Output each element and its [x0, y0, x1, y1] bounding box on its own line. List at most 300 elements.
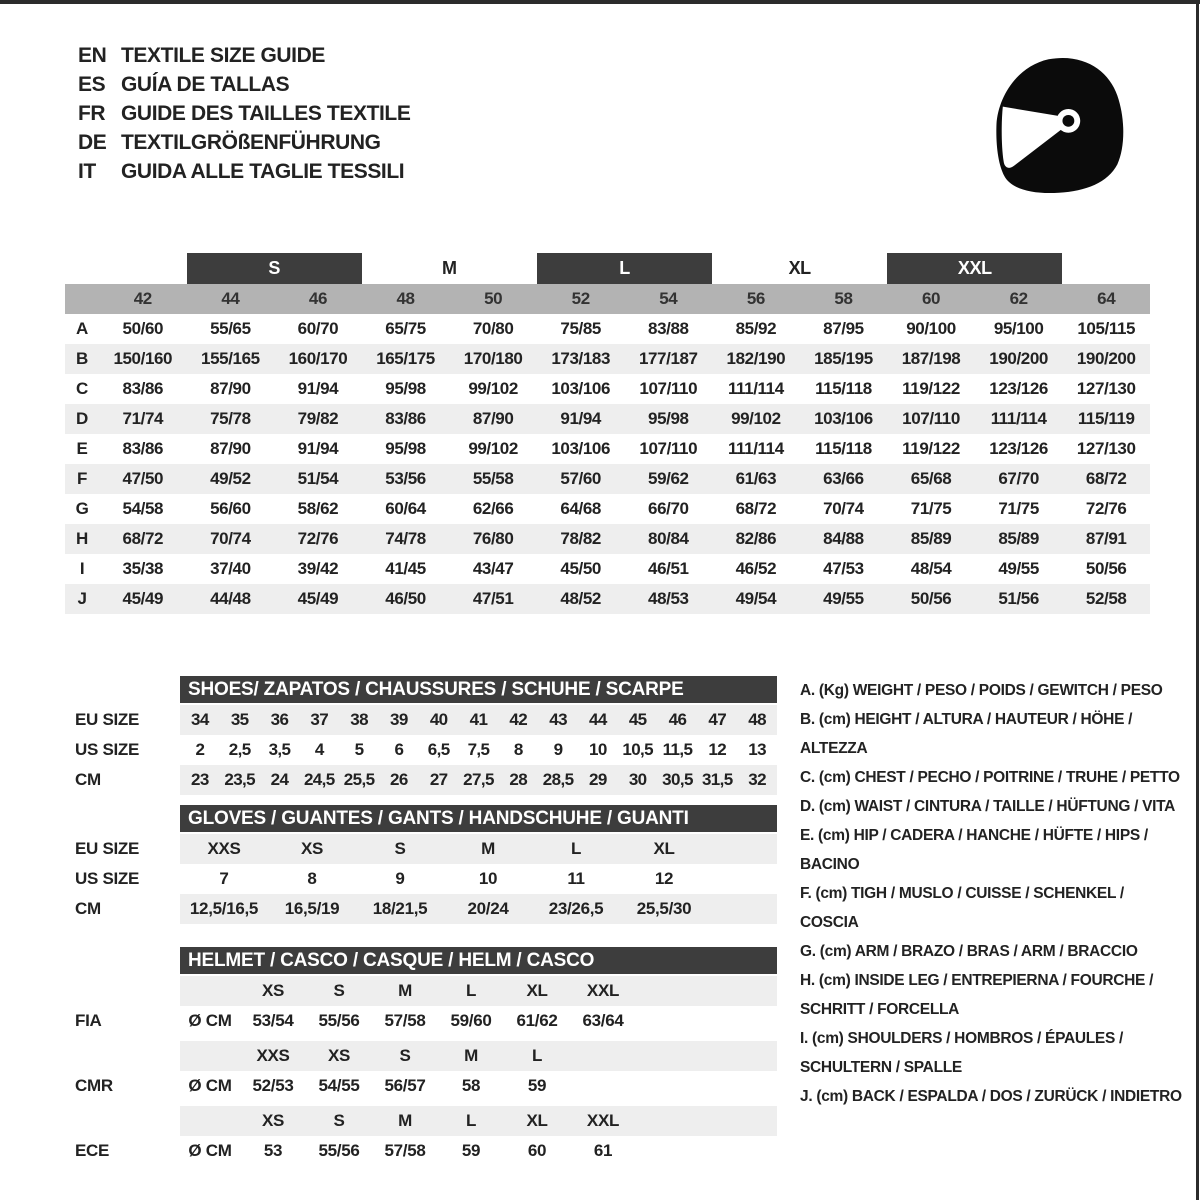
- value-cell: 49/52: [210, 469, 251, 488]
- measure-row-a: [65, 314, 1150, 344]
- value-cell: 20/24: [467, 899, 509, 918]
- row-cells: [180, 1071, 777, 1101]
- value-cell: 83/86: [122, 379, 164, 398]
- value-cell: 53: [263, 1141, 283, 1160]
- row-label-cell: C: [76, 379, 88, 398]
- value-cell: 182/190: [726, 349, 786, 368]
- value-cell: 165/175: [376, 349, 435, 368]
- legend-item-b: B. (cm) HEIGHT / ALTURA / HAUTEUR / HÖHE / ALTEZZA: [800, 711, 1133, 757]
- size-header-cell: 62: [1009, 289, 1028, 308]
- value-cell: 39/42: [297, 559, 339, 578]
- value-cell: 3,5: [268, 740, 291, 759]
- row-label-cell: US SIZE: [75, 740, 140, 759]
- value-cell: 54/55: [318, 1076, 360, 1095]
- size-header-cell: S: [333, 1111, 345, 1130]
- value-cell: 87/91: [1085, 529, 1127, 548]
- value-cell: 63/64: [582, 1011, 624, 1030]
- row-cells: [180, 705, 777, 735]
- value-cell: 53/56: [385, 469, 426, 488]
- value-cell: 66/70: [648, 499, 689, 518]
- value-cell: 46: [668, 710, 687, 729]
- value-cell: XL: [653, 839, 675, 858]
- size-header-cell: 56: [746, 289, 765, 308]
- value-cell: 85/92: [735, 319, 777, 338]
- value-cell: 58: [461, 1076, 481, 1095]
- value-cell: 55/65: [210, 319, 251, 338]
- value-cell: 27,5: [463, 770, 494, 789]
- size-header-cell: L: [465, 981, 477, 1000]
- lang-row-de: [78, 128, 410, 157]
- value-cell: 9: [553, 740, 563, 759]
- measure-row-i: [65, 554, 1150, 584]
- value-cell: 119/122: [902, 439, 960, 458]
- value-cell: 4: [314, 740, 324, 759]
- value-cell: 50/56: [1085, 559, 1127, 578]
- row-label-cell: B: [76, 349, 88, 368]
- value-cell: 43: [549, 710, 567, 729]
- value-cell: 28,5: [542, 770, 574, 789]
- value-cell: 160/170: [288, 349, 348, 368]
- row-label-cell: FIA: [75, 1011, 102, 1030]
- value-cell: 115/118: [815, 379, 872, 398]
- value-cell: 18/21,5: [372, 899, 428, 918]
- lang-code: FR: [78, 101, 106, 125]
- row-label-cell: A: [76, 319, 88, 338]
- value-cell: 8: [307, 869, 317, 888]
- value-cell: 10: [589, 740, 607, 759]
- row-label-cell: G: [75, 499, 89, 518]
- size-header-cell: S: [333, 981, 345, 1000]
- value-cell: 52/53: [252, 1076, 294, 1095]
- legend-item-i: I. (cm) SHOULDERS / HOMBROS / ÉPAULES / SCHULTERN / SPALLE: [800, 1030, 1124, 1076]
- row-label-cell: I: [79, 559, 85, 578]
- row-cells: [180, 1006, 777, 1036]
- lang-title: GUÍA DE TALLAS: [121, 72, 290, 96]
- value-cell: 90/100: [906, 319, 956, 338]
- row-label-cell: [65, 976, 180, 1006]
- value-cell: 6,5: [427, 740, 450, 759]
- size-header-cell: 44: [221, 289, 240, 308]
- row-label-cell: EU SIZE: [75, 839, 140, 858]
- value-cell: 103/106: [551, 379, 611, 398]
- value-cell: 48: [748, 710, 766, 729]
- value-cell: 52/58: [1085, 589, 1127, 608]
- value-cell: 24: [270, 770, 289, 789]
- size-header-cell: 50: [484, 289, 503, 308]
- value-cell: 70/74: [210, 529, 251, 548]
- size-header-cell: XXL: [586, 981, 620, 1000]
- value-cell: 40: [429, 710, 448, 729]
- value-cell: 95/98: [385, 439, 426, 458]
- measure-row-g: [65, 494, 1150, 524]
- row-label-cell: [65, 1106, 180, 1136]
- row-cells: [180, 735, 777, 765]
- value-cell: 190/200: [1076, 349, 1136, 368]
- value-cell: 10,5: [622, 740, 654, 759]
- sub-row-cm: [65, 894, 777, 924]
- legend-item-a: A. (Kg) WEIGHT / PESO / POIDS / GEWITCH / PESO: [800, 682, 1163, 699]
- numeric-size-header-row: [65, 284, 1150, 314]
- value-cell: 57/58: [384, 1011, 426, 1030]
- value-cell: 59: [527, 1076, 547, 1095]
- size-group-spacer: [65, 253, 187, 284]
- value-cell: 67/70: [998, 469, 1039, 488]
- right-border-line: [1196, 0, 1199, 1200]
- value-cell: 2,5: [228, 740, 251, 759]
- value-cell: 123/126: [989, 439, 1048, 458]
- value-cell: 51/54: [297, 469, 339, 488]
- lang-title: TEXTILE SIZE GUIDE: [121, 43, 325, 67]
- value-cell: 62/66: [472, 499, 514, 518]
- value-cell: 91/94: [297, 379, 339, 398]
- value-cell: 57/58: [384, 1141, 426, 1160]
- value-cell: 48/52: [560, 589, 601, 608]
- row-label-cell: CM: [75, 770, 101, 789]
- shoes-table: [65, 676, 777, 795]
- lang-title: GUIDE DES TAILLES TEXTILE: [121, 101, 411, 125]
- value-cell: 25,5: [343, 770, 375, 789]
- value-cell: 79/82: [297, 409, 339, 428]
- value-cell: 55/56: [318, 1011, 360, 1030]
- value-cell: 53/54: [252, 1011, 294, 1030]
- value-cell: 47/51: [472, 589, 514, 608]
- size-group-m: M: [442, 258, 457, 278]
- value-cell: 24,5: [303, 770, 335, 789]
- lang-row-en: [78, 41, 410, 70]
- value-cell: 2: [195, 740, 205, 759]
- row-cells: [180, 1041, 777, 1071]
- value-cell: 5: [354, 740, 364, 759]
- row-cells: [180, 765, 777, 795]
- value-cell: 45/49: [297, 589, 339, 608]
- value-cell: 91/94: [560, 409, 601, 428]
- value-cell: 60/70: [297, 319, 339, 338]
- value-cell: 68/72: [122, 529, 164, 548]
- value-cell: 111/114: [727, 439, 784, 458]
- gloves-table: [65, 805, 777, 924]
- value-cell: 55/58: [472, 469, 514, 488]
- value-cell: 87/90: [210, 379, 251, 398]
- legend-item-d: D. (cm) WAIST / CINTURA / TAILLE / HÜFTUNG / VITA: [800, 798, 1176, 815]
- size-header-cell: L: [531, 1046, 543, 1065]
- value-cell: 95/98: [385, 379, 426, 398]
- shoes-table-title: SHOES/ ZAPATOS / CHAUSSURES / SCHUHE / SCARPE: [180, 676, 777, 703]
- lang-code: DE: [78, 130, 107, 154]
- helmet-table-title: HELMET / CASCO / CASQUE / HELM / CASCO: [180, 947, 777, 974]
- value-cell: 7: [219, 869, 229, 888]
- value-cell: 13: [748, 740, 766, 759]
- value-cell: 87/90: [472, 409, 514, 428]
- value-cell: 11,5: [662, 740, 693, 759]
- measure-row-e: [65, 434, 1150, 464]
- legend-item-f: F. (cm) TIGH / MUSLO / CUISSE / SCHENKEL / COSCIA: [800, 885, 1124, 931]
- value-cell: 6: [394, 740, 404, 759]
- row-cells: [180, 1136, 777, 1166]
- value-cell: 185/195: [814, 349, 873, 368]
- value-cell: 61/63: [735, 469, 777, 488]
- top-border-line: [0, 0, 1200, 4]
- value-cell: 39: [390, 710, 408, 729]
- value-cell: S: [394, 839, 406, 858]
- value-cell: 30: [628, 770, 647, 789]
- value-cell: 61/62: [516, 1011, 558, 1030]
- helmet-values-row-cmr: [65, 1071, 777, 1101]
- helmet-table-rows: [65, 976, 777, 1166]
- value-cell: M: [481, 839, 495, 858]
- value-cell: 87/95: [823, 319, 864, 338]
- value-cell: 49/54: [735, 589, 777, 608]
- value-cell: 78/82: [560, 529, 601, 548]
- value-cell: 45: [628, 710, 647, 729]
- helmet-table: [65, 947, 777, 1166]
- language-title-block: [78, 41, 410, 186]
- value-cell: 64/68: [560, 499, 601, 518]
- value-cell: 173/183: [551, 349, 611, 368]
- sub-row-cm: [65, 765, 777, 795]
- size-group-s: S: [187, 253, 362, 284]
- value-cell: 170/180: [463, 349, 523, 368]
- value-cell: 80/84: [648, 529, 689, 548]
- value-cell: 30,5: [662, 770, 693, 789]
- value-cell: 107/110: [639, 439, 698, 458]
- value-cell: 59/60: [450, 1011, 492, 1030]
- row-label-cell: CM: [75, 899, 101, 918]
- row-label-cell: F: [77, 469, 87, 488]
- value-cell: 127/130: [1076, 379, 1136, 398]
- value-cell: 75/78: [210, 409, 251, 428]
- helmet-values-row-fia: [65, 1006, 777, 1036]
- value-cell: 74/78: [385, 529, 426, 548]
- value-cell: 31,5: [701, 770, 733, 789]
- value-cell: 72/76: [297, 529, 339, 548]
- value-cell: 83/88: [648, 319, 689, 338]
- value-cell: 10: [478, 869, 498, 888]
- value-cell: 85/89: [910, 529, 952, 548]
- value-cell: 12: [654, 869, 674, 888]
- size-header-cell: XS: [261, 981, 285, 1000]
- value-cell: 25,5/30: [636, 899, 692, 918]
- measurement-legend: [800, 676, 1184, 1111]
- value-cell: 103/106: [551, 439, 611, 458]
- value-cell: 63/66: [823, 469, 864, 488]
- lang-row-es: [78, 70, 410, 99]
- value-cell: 65/75: [385, 319, 426, 338]
- measure-row-h: [65, 524, 1150, 554]
- legend-item-g: G. (cm) ARM / BRAZO / BRAS / ARM / BRACCIO: [800, 943, 1138, 960]
- value-cell: 49/55: [998, 559, 1039, 578]
- value-cell: 34: [191, 710, 209, 729]
- size-header-cell: XXL: [586, 1111, 620, 1130]
- row-cells: [180, 864, 777, 894]
- value-cell: 99/102: [468, 439, 518, 458]
- value-cell: 45/50: [560, 559, 601, 578]
- value-cell: 12,5/16,5: [189, 899, 259, 918]
- row-label-cell: J: [77, 589, 87, 608]
- legend-item-j: J. (cm) BACK / ESPALDA / DOS / ZURÜCK / INDIETRO: [800, 1088, 1182, 1105]
- lang-row-it: [78, 157, 410, 186]
- size-header-cell: 58: [834, 289, 853, 308]
- value-cell: XXS: [207, 839, 241, 858]
- unit-cell: Ø CM: [188, 1141, 232, 1160]
- value-cell: 59/62: [648, 469, 689, 488]
- row-label-cell: D: [76, 409, 88, 428]
- gloves-table-rows: [65, 834, 777, 924]
- sub-row-us-size: [65, 864, 777, 894]
- value-cell: 72/76: [1085, 499, 1127, 518]
- value-cell: 95/98: [648, 409, 689, 428]
- size-header-cell: M: [398, 981, 412, 1000]
- lang-title: TEXTILGRÖßENFÜHRUNG: [121, 130, 381, 154]
- size-header-cell: XS: [261, 1111, 285, 1130]
- value-cell: 43/47: [472, 559, 514, 578]
- size-header-cell: XS: [327, 1046, 351, 1065]
- value-cell: 190/200: [989, 349, 1048, 368]
- size-header-cell: 60: [921, 289, 941, 308]
- value-cell: 51/56: [998, 589, 1039, 608]
- size-header-cell: XXS: [256, 1046, 290, 1065]
- value-cell: 107/110: [902, 409, 960, 428]
- value-cell: 60/64: [385, 499, 426, 518]
- measure-row-d: [65, 404, 1150, 434]
- legend-item-h: H. (cm) INSIDE LEG / ENTREPIERNA / FOURCHE / SCHRITT / FORCELLA: [800, 972, 1154, 1018]
- value-cell: 35: [230, 710, 249, 729]
- value-cell: L: [570, 839, 582, 858]
- value-cell: 8: [513, 740, 523, 759]
- value-cell: 48/54: [910, 559, 952, 578]
- value-cell: 42: [509, 710, 528, 729]
- value-cell: 155/165: [201, 349, 260, 368]
- value-cell: 83/86: [385, 409, 426, 428]
- lang-code: ES: [78, 72, 106, 96]
- value-cell: 36: [270, 710, 289, 729]
- size-group-spacer: [1062, 253, 1150, 284]
- value-cell: 115/118: [815, 439, 872, 458]
- size-header-cell: XL: [526, 1111, 548, 1130]
- value-cell: 23,5: [224, 770, 256, 789]
- lang-code: EN: [78, 43, 107, 67]
- helmet-values-row-ece: [65, 1136, 777, 1166]
- value-cell: 111/114: [990, 409, 1047, 428]
- row-cells: [180, 1106, 777, 1136]
- value-cell: 50/60: [122, 319, 164, 338]
- value-cell: 187/198: [901, 349, 961, 368]
- value-cell: 29: [589, 770, 607, 789]
- helmet-sizes-row-cmr: [65, 1041, 777, 1071]
- gloves-table-title: GLOVES / GUANTES / GANTS / HANDSCHUHE / GUANTI: [180, 805, 777, 832]
- lang-title: GUIDA ALLE TAGLIE TESSILI: [121, 159, 405, 183]
- size-header-cell: S: [399, 1046, 411, 1065]
- unit-cell: Ø CM: [188, 1011, 232, 1030]
- measure-row-j: [65, 584, 1150, 614]
- value-cell: 56/60: [210, 499, 251, 518]
- size-header-cell: 42: [133, 289, 152, 308]
- value-cell: 23/26,5: [548, 899, 604, 918]
- value-cell: 37/40: [210, 559, 251, 578]
- helmet-sizes-row-fia: [65, 976, 777, 1006]
- value-cell: 71/74: [122, 409, 164, 428]
- value-cell: 71/75: [998, 499, 1039, 518]
- value-cell: 16,5/19: [284, 899, 340, 918]
- value-cell: 9: [395, 869, 405, 888]
- value-cell: 119/122: [902, 379, 960, 398]
- value-cell: 57/60: [560, 469, 601, 488]
- size-header-cell: 46: [308, 289, 327, 308]
- value-cell: 56/57: [384, 1076, 426, 1095]
- row-cells: [180, 894, 777, 924]
- size-header-cell: 54: [659, 289, 678, 308]
- value-cell: 61: [593, 1141, 613, 1160]
- legend-item-c: C. (cm) CHEST / PECHO / POITRINE / TRUHE / PETTO: [800, 769, 1180, 786]
- value-cell: 46/51: [648, 559, 689, 578]
- value-cell: 107/110: [639, 379, 698, 398]
- row-label-cell: ECE: [75, 1141, 110, 1160]
- value-cell: 45/49: [122, 589, 164, 608]
- value-cell: 123/126: [989, 379, 1048, 398]
- sub-row-eu-size: [65, 705, 777, 735]
- size-header-cell: M: [464, 1046, 478, 1065]
- value-cell: 177/187: [638, 349, 698, 368]
- legend-item-e: E. (cm) HIP / CADERA / HANCHE / HÜFTE / HIPS / BACINO: [800, 827, 1148, 873]
- sub-row-us-size: [65, 735, 777, 765]
- value-cell: 28: [509, 770, 528, 789]
- value-cell: 26: [390, 770, 408, 789]
- value-cell: 7,5: [467, 740, 490, 759]
- value-cell: 44: [589, 710, 607, 729]
- sub-row-eu-size: [65, 834, 777, 864]
- size-header-cell: 52: [571, 289, 590, 308]
- value-cell: 115/119: [1077, 409, 1135, 428]
- value-cell: 111/114: [727, 379, 784, 398]
- row-label-cell: US SIZE: [75, 869, 140, 888]
- value-cell: 70/74: [823, 499, 864, 518]
- size-header-cell: M: [398, 1111, 412, 1130]
- value-cell: 68/72: [1085, 469, 1127, 488]
- value-cell: 75/85: [560, 319, 601, 338]
- value-cell: 65/68: [910, 469, 952, 488]
- value-cell: 71/75: [910, 499, 952, 518]
- value-cell: 58/62: [297, 499, 339, 518]
- row-cells: [180, 834, 777, 864]
- value-cell: 60: [527, 1141, 547, 1160]
- value-cell: 68/72: [735, 499, 777, 518]
- value-cell: 76/80: [472, 529, 514, 548]
- value-cell: 27: [429, 770, 448, 789]
- row-label-cell: [65, 1041, 180, 1071]
- row-label-cell: EU SIZE: [75, 710, 140, 729]
- value-cell: 105/115: [1077, 319, 1136, 338]
- value-cell: 59: [461, 1141, 481, 1160]
- size-header-cell: 64: [1097, 289, 1116, 308]
- size-header-cell: 48: [396, 289, 415, 308]
- value-cell: 83/86: [122, 439, 164, 458]
- value-cell: 44/48: [210, 589, 251, 608]
- value-cell: XS: [300, 839, 324, 858]
- value-cell: 127/130: [1076, 439, 1136, 458]
- textile-size-table: [65, 253, 1150, 614]
- size-header-cell: XL: [526, 981, 548, 1000]
- value-cell: 47/50: [122, 469, 164, 488]
- row-cells: [180, 976, 777, 1006]
- value-cell: 91/94: [297, 439, 339, 458]
- shoes-table-rows: [65, 705, 777, 795]
- value-cell: 95/100: [993, 319, 1044, 338]
- measure-row-f: [65, 464, 1150, 494]
- value-cell: 41/45: [385, 559, 426, 578]
- unit-cell: Ø CM: [188, 1076, 232, 1095]
- size-group-xxl: XXL: [887, 253, 1062, 284]
- value-cell: 54/58: [122, 499, 164, 518]
- value-cell: 46/50: [385, 589, 426, 608]
